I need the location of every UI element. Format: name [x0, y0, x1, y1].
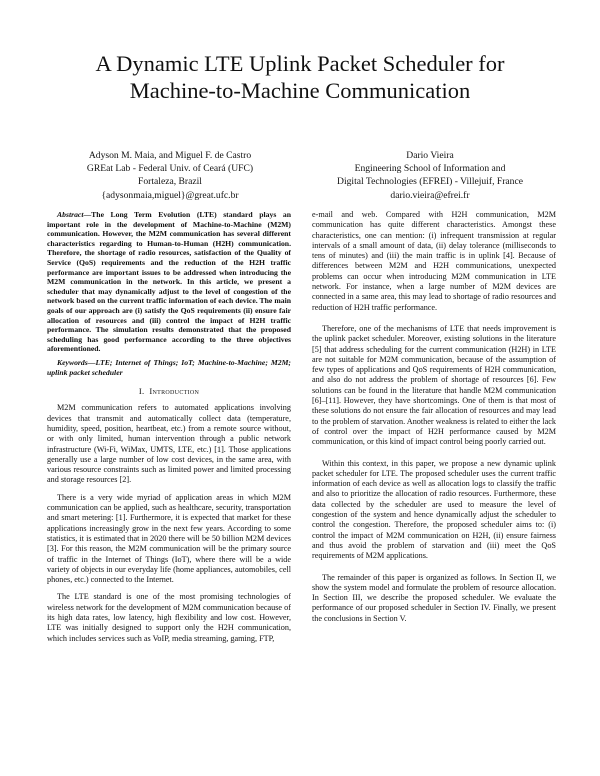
author-affiliation: Engineering School of Information and: [354, 163, 506, 175]
abstract-text: The Long Term Evolution (LTE) standard plays an important role in the development of Machine-to-Machine (M2M) communication. However, the M2M communication has several different characteristics regarding to Human-to-Human (H2H) communication. Therefore, the shortage of radio resources, satisfaction of the Quality of Service (QoS) requirements and the reduction of the H2H traffic performance are important issues to be addressed when introducing the M2M communication in the network. In this article, we present a scheduler that may dynamically adjust to the level of congestion of the network based on the current traffic information of each device. The main goals of our approach are (i) satisfy the QoS requirements (ii) ensure fair allocation of resources and (iii) control the impact of H2H traffic performance. The simulation results demonstrated that the proposed scheduling has good performance according to the three objectives aforementioned.: [47, 210, 291, 354]
abstract: [47, 210, 291, 354]
section-heading: [47, 386, 291, 396]
title-line-2: Machine-to-Machine Communication: [129, 78, 471, 103]
author-affiliation: GREat Lab - Federal Univ. of Ceará (UFC): [86, 163, 254, 175]
body-paragraph: Therefore, one of the mechanisms of LTE that needs improvement is the uplink packet scheduler. Moreover, existing solutions in the literature [5] that address scheduling for the current communication (H2H) in LTE are not suitable for M2M communication, because of the assumption of few types of applications and QoS requirements of H2H communication, and also do not address the problem of shortage of resources [6]. Few solutions can be found in the literature that handle M2M communication [6]–[11]. However, they have shortcomings. One of them is that most of these solutions do not ensure the fair allocation of resources and may lead to the problem of starvation. Another weakness is related to either the lack of control over the impact of H2H performance caused by M2M communication, or this kind of impact control being poorly carried out.: [312, 323, 556, 447]
body-paragraph: The remainder of this paper is organized as follows. In Section II, we show the system model and formulate the problem of resource allocation. In Section III, we describe the proposed scheduler. We evaluate the performance of our proposed scheduler in Section IV. Finally, we present the conclusions in Section V.: [312, 572, 556, 623]
author-location: Digital Technologies (EFREI) - Villejuif, France: [337, 176, 523, 188]
paper-title: [20, 50, 580, 104]
body-paragraph: e-mail and web. Compared with H2H communication, M2M communication has quite different characteristics. Amongst these characteristics, one can mention: (i) infrequent transmission at regular intervals of a small amount of data, (ii) delay tolerance (milliseconds to tens of minutes) and (iii) the main traffic is in uplink [4]. Because of differences between M2M and H2H communications, unexpected problems can occur when introducing M2M communication in LTE network. For instance, when a large number of M2M devices are connected in a same area, this may lead to shortage of radio resources and reduction of H2H traffic performance.: [312, 210, 556, 312]
body-paragraph: There is a very wide myriad of application areas in which M2M communication can be applied, such as healthcare, security, transportation and smart metering: [1]. Furthermore, it is expected that market for these applications increasingly grow in the next few years. According to some statistics, it is estimated that in 2020 there will be 50 billion M2M devices [3]. For this reason, the M2M communication will be the primary source of traffic in the Internet of Things (IoT), where there will be a wide variety of objects in our everyday life (home appliances, automobiles, cell phones, etc.) connected to the Internet.: [47, 492, 291, 585]
body-paragraph: The LTE standard is one of the most promising technologies of wireless network for the development of M2M communication because of its high data rates, low latency, high flexibility and low cost. However, LTE was initially designed to support only the H2H communication, which includes services such as VoIP, media streaming, gaming, FTP,: [47, 592, 291, 643]
abstract-dash: —: [83, 210, 92, 219]
author-location: Fortaleza, Brazil: [138, 176, 202, 188]
author-names: Adyson M. Maia, and Miguel F. de Castro: [88, 150, 252, 161]
left-column: [47, 210, 291, 644]
body-paragraph: Within this context, in this paper, we propose a new dynamic uplink packet scheduler for LTE. The proposed scheduler uses the current traffic information of each device as well as allocation logs to classify the traffic and also to prioritize the allocation of radio resources. Furthermore, these data collected by the scheduler are used to measure the level of congestion of the system and hence dynamically adjust the scheduler to control the congestion. Therefore, the proposed scheduler aims to: (i) control the impact of M2M communication on H2H, (ii) ensure fairness and thus avoid the problem of starvation and (iii) meet the QoS requirements of M2M applications.: [312, 458, 556, 561]
author-block-1: [50, 149, 290, 202]
section-numeral: I.: [138, 386, 145, 397]
body-paragraph: M2M communication refers to automated applications involving devices that transmit and automatically collect data (temperature, humidity, speed, position, heartbeat, etc.) from a remote source without, or with only limited, human intervention through a public network infrastructure (Wi-Fi, WiMax, UMTS, LTE, etc.) [1]. Those applications generally use a large number of low cost devices, in the same area, with various resource constraints such as limited power and limited processing and storage resources [2].: [47, 403, 291, 485]
keywords: Keywords—LTE; Internet of Things; IoT; Machine-to-Machine; M2M; uplink packet scheduler: [47, 357, 291, 377]
author-block-2: [310, 149, 550, 202]
author-names: Dario Vieira: [406, 150, 454, 161]
abstract-lead: Abstract: [57, 210, 84, 219]
author-email: {adysonmaia,miguel}@great.ufc.br: [101, 189, 239, 201]
right-column: [312, 210, 556, 624]
title-line-1: A Dynamic LTE Uplink Packet Scheduler for: [95, 51, 505, 76]
author-email: dario.vieira@efrei.fr: [390, 189, 470, 201]
section-title: Introduction: [149, 386, 200, 397]
